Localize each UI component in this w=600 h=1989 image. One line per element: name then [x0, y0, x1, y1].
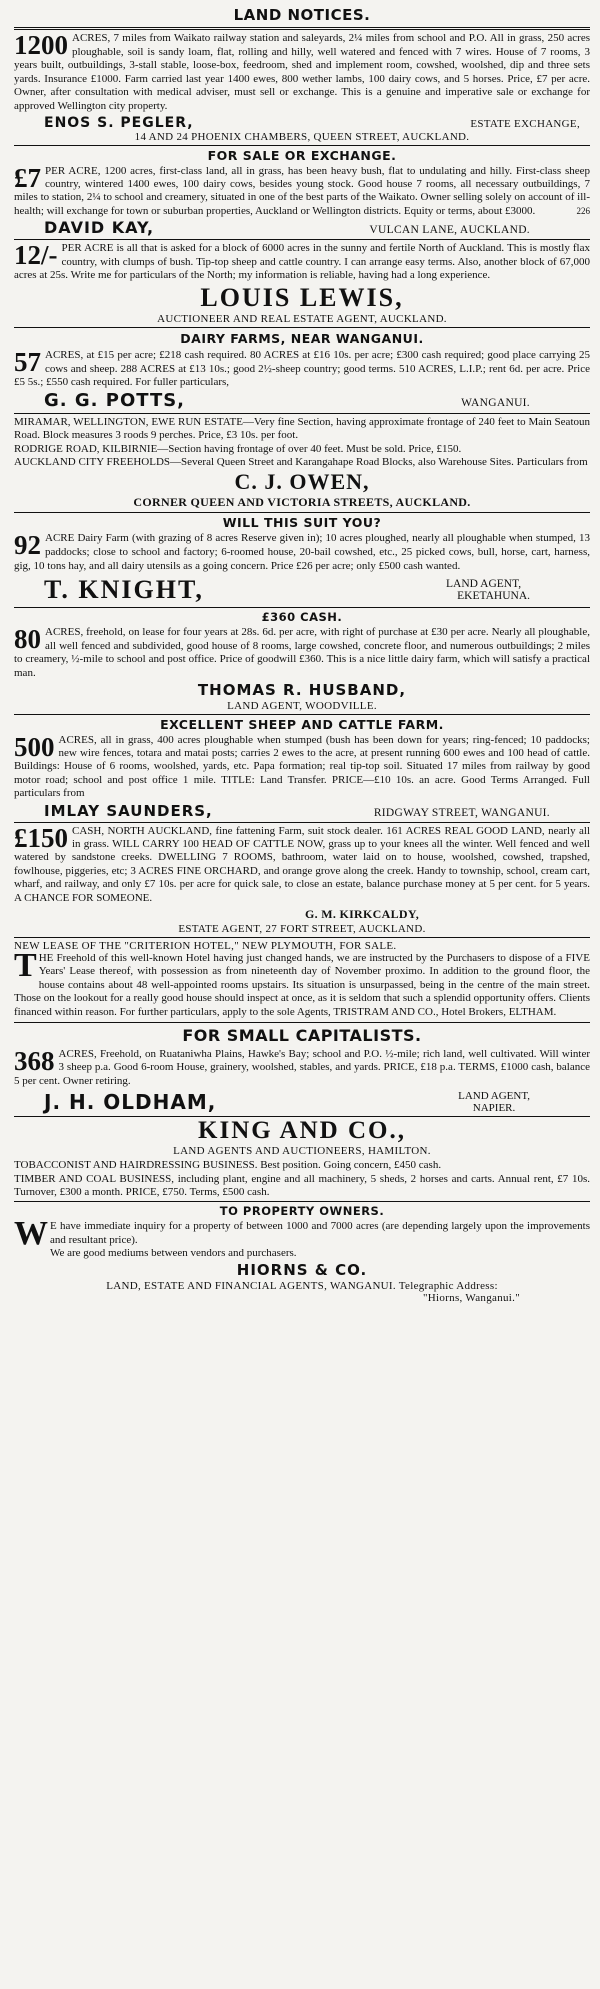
ad-paragraph: TOBACCONIST AND HAIRDRESSING BUSINESS. Best position. Going concern, £450 cash.: [14, 1159, 442, 1172]
ad-david-kay: [14, 146, 590, 238]
ad-big-number: 500: [14, 731, 55, 762]
agent-address: AUCTIONEER AND REAL ESTATE AGENT, AUCKLAND.: [157, 312, 447, 325]
agent-name: ENOS S. PEGLER,: [44, 114, 194, 131]
agent-line: [14, 469, 590, 495]
agent-line: [14, 390, 590, 411]
ad-saunders: [14, 715, 590, 820]
ad-criterion-hotel: [14, 940, 590, 1019]
ad-oldham: [14, 1023, 590, 1114]
agent-name: G. M. KIRKCALDY,: [304, 907, 420, 921]
agent-address: LAND AGENTS AND AUCTIONEERS, HAMILTON.: [173, 1145, 431, 1158]
ad-big-number: £7: [14, 162, 41, 193]
ad-text: PER ACRE is all that is asked for a block of 6000 acres in the sunny and fertile North of Auckland. This is mostly flax country, with clumps of bush. Tip-top sheep and cattle country. I can arrange easy terms. Also, another block of 67,000 acres at 25s. Write me for particulars of the North; my information is reliable, having had a long experience.: [14, 242, 590, 282]
ad-heading: EXCELLENT SHEEP AND CATTLE FARM.: [160, 716, 444, 732]
agent-line: [14, 1117, 590, 1145]
agent-name: J. H. OLDHAM,: [44, 1090, 217, 1115]
agent-title: [437, 578, 530, 602]
divider: [14, 822, 590, 823]
divider: [14, 413, 590, 414]
ad-big-number: 80: [14, 624, 41, 655]
agent-name: T. KNIGHT,: [44, 575, 204, 605]
ad-title: NEW LEASE OF THE "CRITERION HOTEL," NEW PLYMOUTH, FOR SALE.: [14, 940, 397, 952]
agent-name: KING AND CO.,: [198, 1117, 406, 1145]
ad-big-number: 368: [14, 1046, 55, 1077]
ad-potts: [14, 328, 590, 411]
ad-text: [14, 162, 590, 219]
agent-title: ESTATE EXCHANGE,: [470, 117, 580, 130]
ad-text: ACRES, freehold, on lease for four years at 28s. 6d. per acre, with right of purchase at £30 per acre. Nearly all ploughable, all well fenced and subdivided, good house of 8 rooms, large cowshed, concrete floor, and numerous outbuildings; 2 miles to creamery, ½-mile to school and post office. Price of goodwill £360. This is a nice little dairy farm, which will satisfy a practical man.: [14, 626, 590, 679]
agent-line: [14, 1261, 590, 1280]
ad-heading: FOR SALE OR EXCHANGE.: [207, 147, 397, 163]
ad-text: ACRES, Freehold, on Ruataniwha Plains, Hawke's Bay; school and P.O. ½-mile; rich land, well cultivated. Will winter 3 sheep p.a. Good 6-room House, grainery, woolshed, stables, and yards. PRICE, £18 p.a. TERMS, £1000 cash, balance 5 per cent. Owner retiring.: [14, 1048, 590, 1087]
ad-text-content: PER ACRE, 1200 acres, first-class land, all in grass, has been heavy bush, flat to undulating and hilly. First-class sheep country, wintered 1400 ewes, 100 dairy cows, besides young stock. Good house 7 rooms, all necessary outbuildings, 7 miles to station, 2¼ to school and creamery, situated in one of the best parts of the Waikato. Owner selling solely on account of ill-health; will exchange for town or suburban properties, Auckland or Wellington districts. Equity or terms, about £3000.: [14, 164, 590, 217]
agent-name: DAVID KAY,: [44, 218, 155, 238]
ad-big-number: £150: [14, 824, 68, 853]
agent-line: [14, 801, 590, 820]
agent-name: LOUIS LEWIS,: [200, 282, 404, 312]
ad-ref: 226: [576, 205, 590, 216]
agent-title-line: LAND AGENT,: [445, 578, 522, 591]
ad-heading: DAIRY FARMS, NEAR WANGANUI.: [180, 330, 424, 346]
ad-heading: WILL THIS SUIT YOU?: [222, 515, 382, 531]
ad-big-number: 12/-: [14, 242, 58, 271]
agent-line: [14, 115, 590, 131]
agent-name: G. G. POTTS,: [44, 389, 186, 411]
agent-address: LAND AGENT, WOODVILLE.: [227, 699, 377, 712]
ad-text: THE Freehold of this well-known Hotel having just changed hands, we are instructed by the Purchasers to dispose of a FIVE Years' Lease thereof, with possession as from nineteenth day of November proximo. In addition to the ground floor, the house contains about 48 well-appointed rooms upstairs. Its situation is unsurpassed, being in the centre of the main street. Those on the lookout for a really good house should inspect at once, as it is seldom that such a splendid opportunity offers. Clients financed within reason. For further particulars, apply to the sole Agents, TRISTRAM AND CO., Hotel Brokers, ELTHAM.: [14, 947, 590, 1018]
ad-paragraph: AUCKLAND CITY FREEHOLDS—Several Queen Street and Karangahape Road Blocks, also Warehouse Sites. Particulars from: [14, 455, 588, 468]
agent-name: HIORNS & CO.: [236, 1260, 368, 1279]
divider: [14, 937, 590, 938]
agent-name: C. J. OWEN,: [234, 469, 370, 495]
ad-paragraph: RODRIGE ROAD, KILBIRNIE—Section having frontage of over 40 feet. Must be sold. Price, £150.: [14, 442, 462, 455]
agent-title: [458, 1090, 530, 1114]
ad-husband: [14, 608, 590, 711]
agent-name: THOMAS R. HUSBAND,: [197, 680, 407, 699]
ad-text: ACRES, 7 miles from Waikato railway station and saleyards, 2¼ miles from school and P.O. All in grass, 250 acres ploughable, soil is sandy loam, flat, rolling and hilly, well watered and fenced with 7 wires. House of 7 rooms, 3 years built, outbuildings, 3-stall stable, loose-box, feedroom, shed and implement room, cowshed, woolshed, dip and three sets yards. Insurance £1000. Farm carried last year 1400 ewes, 800 wether lambs, 100 dairy cows, and 5 horses. Price, £7 per acre. Owner, after consultation with medical adviser, must sell or exchange. This is a genuine and imperative sale or exchange for approved Wellington city property.: [14, 32, 590, 112]
ad-text: ACRES, all in grass, 400 acres ploughable when stumped (bush has been down for years; ring-fenced; 10 paddocks; new wire fences, totara and matai posts; carries 2 ewes to the acre, at present running 600 ewes and 100 head of cattle. Buildings: House of 6 rooms, woolshed, yards, etc. Papa formation; real tip-top soil. Situated 17 miles from railway by good motor road; school and post office 1 mile. TITLE: Land Transfer. PRICE—£10 10s. an acre. Good Terms Arranged. Full particulars from: [14, 733, 590, 800]
ad-pegler: [14, 32, 590, 143]
agent-line: [14, 573, 590, 605]
agent-address: ESTATE AGENT, 27 FORT STREET, AUCKLAND.: [178, 923, 426, 935]
ad-big-number: 1200: [14, 32, 68, 60]
agent-line: [14, 681, 590, 700]
ad-louis-lewis: [14, 242, 590, 325]
ad-hiorns: [14, 1202, 590, 1303]
agent-address: CORNER QUEEN AND VICTORIA STREETS, AUCKLAND.: [133, 495, 471, 510]
ad-paragraph: TIMBER AND COAL BUSINESS, including plant, engine and all machinery, 5 sheds, 2 horses and carts. Annual rent, £7 10s. Turnover, £300 a month. PRICE, £750. Terms, £500 cash.: [14, 1172, 590, 1199]
ad-text: ACRES, at £15 per acre; £218 cash required. 80 ACRES at £16 10s. per acre; £300 cash required; good place carrying 25 cows and sheep. 288 ACRES at £13 10s.; good 2½-sheep country; good terms. 510 ACRES, L.I.P.; rent 6d. per acre. Price £5 5s.; £550 cash required. For fuller particulars,: [14, 348, 590, 389]
ad-heading: FOR SMALL CAPITALISTS.: [182, 1026, 422, 1046]
agent-address: LAND, ESTATE AND FINANCIAL AGENTS, WANGANUI. Telegraphic Address:: [106, 1279, 498, 1292]
agent-address: RIDGWAY STREET, WANGANUI.: [373, 806, 550, 819]
ad-big-number: 57: [14, 346, 41, 377]
agent-line: [14, 1088, 590, 1114]
agent-town: WANGANUI.: [461, 396, 530, 409]
agent-line: [14, 905, 590, 923]
agent-name: IMLAY SAUNDERS,: [44, 801, 213, 820]
agent-line: [14, 283, 590, 313]
ad-big-number: 92: [14, 530, 41, 561]
agent-address: VULCAN LANE, AUCKLAND.: [369, 224, 530, 237]
agent-town: EKETAHUNA.: [457, 590, 530, 603]
ad-text: WE have immediate inquiry for a property of between 1000 and 7000 acres (are depending largely upon the improvements and resultant price).: [14, 1215, 590, 1253]
agent-address: 14 AND 24 PHOENIX CHAMBERS, QUEEN STREET, AUCKLAND.: [134, 130, 470, 143]
agent-town: NAPIER.: [472, 1102, 516, 1115]
page-title: LAND NOTICES.: [233, 6, 371, 24]
agent-title-line: LAND AGENT,: [458, 1090, 530, 1103]
ad-owen: [14, 416, 590, 511]
ad-king-and-co: [14, 1117, 590, 1199]
ad-kirkcaldy: [14, 825, 590, 935]
ad-text: ACRE Dairy Farm (with grazing of 8 acres Reserve given in); 10 acres ploughed, nearly all ploughable when stumped, 13 paddocks; close to school and factory; 6-roomed house, 20-bail cowshed, etc., 25 picked cows, bull, horse, cart, harness, gig, 10 tons hay, and all dairy utensils as a going concern. Price £26 per acre; only £500 cash wanted.: [14, 532, 590, 572]
ad-text: CASH, NORTH AUCKLAND, fine fattening Farm, suit stock dealer. 161 ACRES REAL GOOD LAND, nearly all in grass. WILL CARRY 100 HEAD OF CATTLE NOW, grass up to your knees all the winter. Well fenced and well watered by sandstone creeks. DWELLING 7 ROOMS, bathroom, water laid on to house, woolshed, cowshed, trapshed, fowlhouse, piggeries, etc; 3 ACRES FINE ORCHARD, and orange grove along the creek. Handy to township, school, cream cart, wharf, and railway, and only £7 10s. per acre for quick sale, to close an estate, balance purchase money at 5 per cent. for 5 years. A CHANCE FOR SOMEONE.: [14, 824, 590, 904]
divider: [14, 239, 590, 240]
ad-text-2: We are good mediums between vendors and purchasers.: [50, 1247, 297, 1260]
ad-paragraph: MIRAMAR, WELLINGTON, EWE RUN ESTATE—Very fine Section, having approximate frontage of 240 feet to Main Seatoun Road. Block measures 3 roods 9 perches. Price, £3 10s. per foot.: [14, 415, 590, 442]
divider: [14, 27, 590, 30]
ad-heading: £360 CASH.: [261, 610, 343, 625]
telegraphic-address: "Hiorns, Wanganui.": [423, 1291, 520, 1304]
ad-heading: TO PROPERTY OWNERS.: [219, 1204, 385, 1219]
agent-line: [14, 218, 590, 237]
ad-knight: [14, 513, 590, 605]
